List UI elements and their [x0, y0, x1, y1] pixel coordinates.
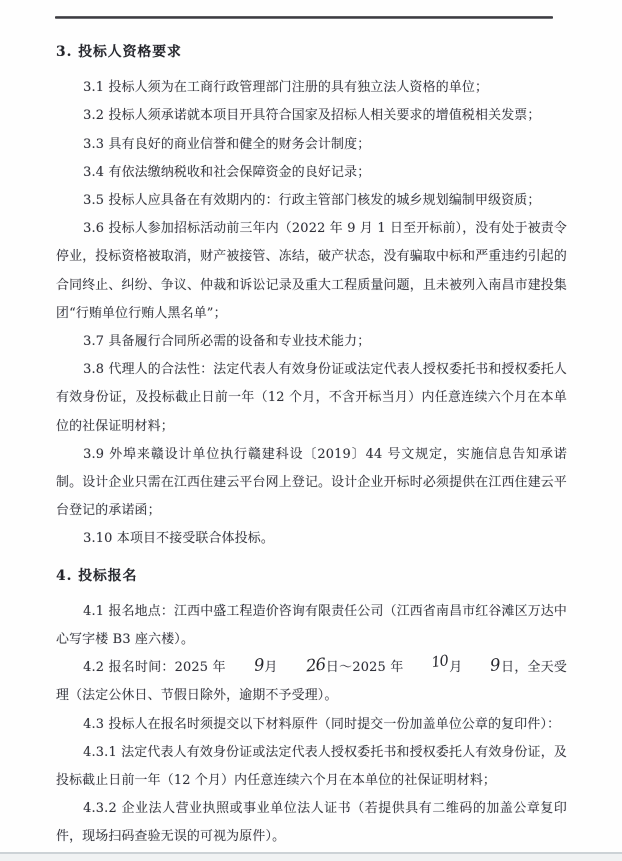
clause-4-1: 4.1 报名地点：江西中盛工程造价咨询有限责任公司（江西省南昌市红谷滩区万达中心写字楼 B3 座六楼）。	[56, 603, 567, 648]
section-heading-4: 4. 投标报名	[56, 567, 138, 584]
clause-3-9: 3.9 外埠来赣设计单位执行赣建科设〔2019〕44 号文规定，实施信息告知承诺制。设计企业只需在江西住建云平台网上登记。设计企业开标时必须提供在江西住建云平台登记的承诺函；	[56, 446, 567, 519]
header-rule	[55, 16, 553, 19]
clause-3-8: 3.8 代理人的合法性：法定代表人有效身份证或法定代表人授权委托书和授权委托人有效身份证，及投标截止日前一年（12 个月，不含开标当月）内任意连续六个月在本单位的社保证明材料；	[56, 362, 567, 434]
handwritten-start-month: 9	[252, 655, 265, 676]
clause-3-6: 3.6 投标人参加招标活动前三年内（2022 年 9 月 1 日至开标前），没有处于被责令停业，投标资格被取消，财产被接管、冻结，破产状态，没有骗取中标和严重违约引起的合同终止、纠纷、争议、仲裁和诉讼记录及重大工程质量问题，且未被列入南昌市建投集团“行贿单位行贿人黑名单”；	[56, 221, 567, 321]
clause-4-3-2: 4.3.2 企业法人营业执照或事业单位法人证书（若提供具有二维码的加盖公章复印件，现场扫码查验无误的可视为原件）。	[56, 801, 567, 845]
handwritten-end-day: 9	[489, 655, 501, 676]
clause-3-7: 3.7 具备履行合同所必需的设备和专业技术能力；	[83, 334, 371, 350]
section-heading-3: 3. 投标人资格要求	[56, 44, 182, 60]
clause-3-2: 3.2 投标人须承诺就本项目开具符合国家及招标人相关要求的增值税相关发票；	[83, 108, 541, 124]
clause-3-10: 3.10 本项目不接受联合体投标。	[83, 531, 274, 547]
clause-4-2-text: 日，全天受理（法定公休日、节假日除外，逾期不予受理）。	[56, 660, 568, 704]
clause-3-1: 3.1 投标人须为在工商行政管理部门注册的具有独立法人资格的单位；	[83, 80, 489, 96]
handwritten-start-day: 26	[304, 654, 326, 676]
clause-4-3: 4.3 投标人在报名时须提交以下材料原件（同时提交一份加盖单位公章的复印件）：	[83, 716, 561, 732]
handwritten-end-month: 10	[430, 653, 449, 672]
clause-4-2-text: 月	[449, 660, 463, 676]
clause-3-5: 3.5 投标人应具备在有效期内的：行政主管部门核发的城乡规划编制甲级资质；	[83, 193, 541, 209]
page-bottom-edge-band	[0, 854, 622, 861]
clause-4-2-text: 4.2 报名时间：2025 年	[83, 660, 226, 676]
clause-3-3: 3.3 具有良好的商业信誉和健全的财务会计制度；	[83, 136, 371, 152]
clause-4-2-text: 月	[264, 660, 278, 676]
clause-4-2	[56, 654, 567, 710]
clause-3-4: 3.4 有依法缴纳税收和社会保障资金的良好记录；	[83, 164, 371, 180]
clause-4-3-1: 4.3.1 法定代表人有效身份证或法定代表人授权委托书和授权委托人有效身份证，及投标截止日前一年（12 个月）内任意连续六个月在本单位的社保证明材料；	[56, 744, 567, 789]
document-content	[56, 30, 567, 852]
clause-4-2-text: 日～2025 年	[325, 660, 404, 676]
